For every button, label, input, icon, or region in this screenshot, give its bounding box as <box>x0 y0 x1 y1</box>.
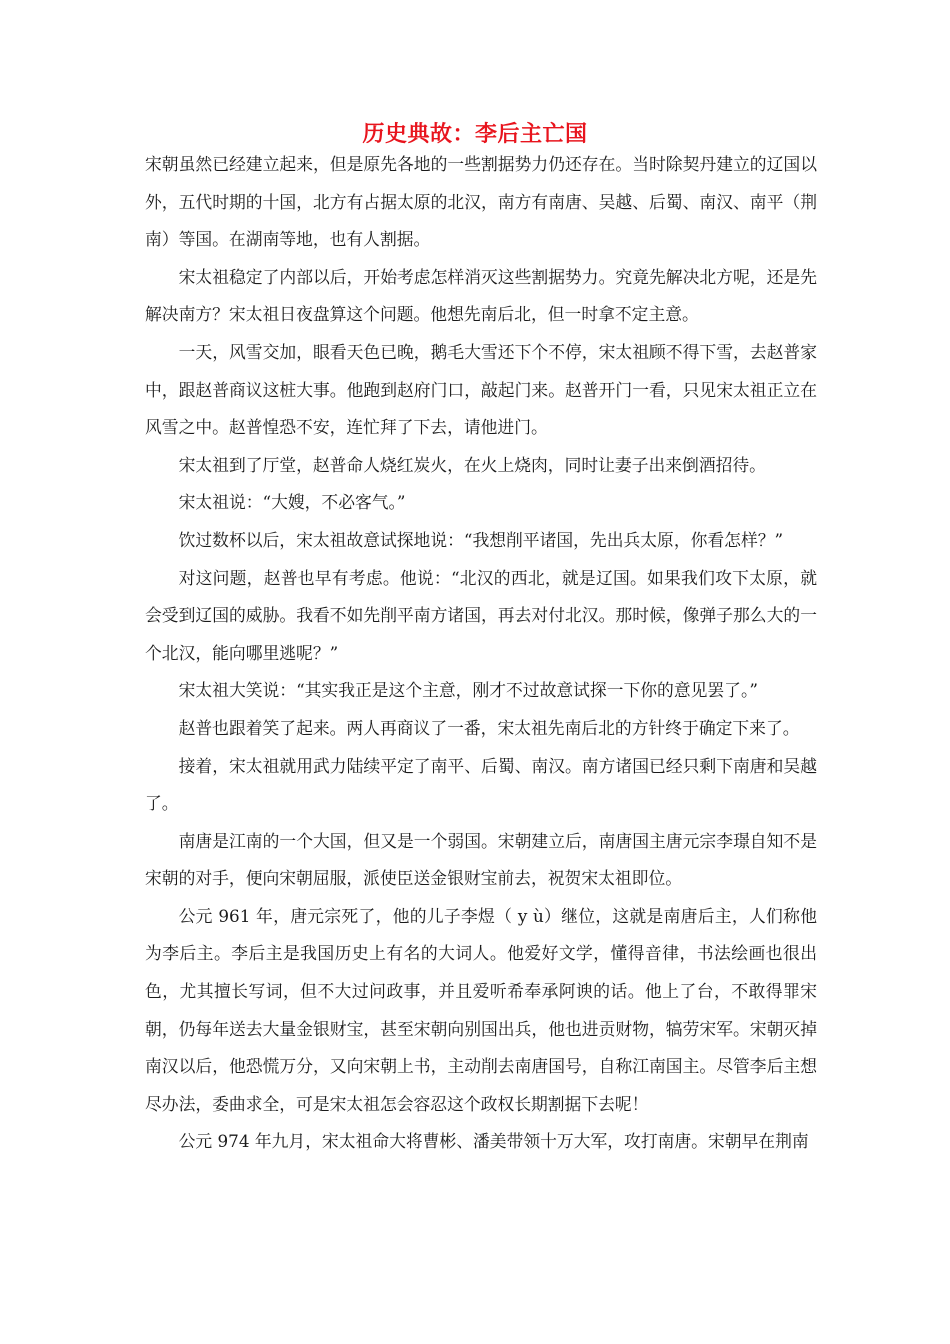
document-body <box>145 146 817 1161</box>
paragraph: 赵普也跟着笑了起来。两人再商议了一番，宋太祖先南后北的方针终于确定下来了。 <box>178 717 800 738</box>
paragraph: 宋朝虽然已经建立起来，但是原先各地的一些割据势力仍还存在。当时除契丹建立的辽国以外，五代时期的十国，北方有占据太原的北汉，南方有南唐、吴越、后蜀、南汉、南平（荆南）等国。在湖南等地，也有人割据。 <box>145 154 817 250</box>
paragraph: 宋太祖稳定了内部以后，开始考虑怎样消灭这些割据势力。究竟先解决北方呢，还是先解决南方？宋太祖日夜盘算这个问题。他想先南后北，但一时拿不定主意。 <box>145 266 817 325</box>
paragraph: 南唐是江南的一个大国，但又是一个弱国。宋朝建立后，南唐国主唐元宗李璟自知不是宋朝的对手，便向宋朝屈服，派使臣送金银财宝前去，祝贺宋太祖即位。 <box>145 830 817 889</box>
paragraph: 对这问题，赵普也早有考虑。他说：“北汉的西北，就是辽国。如果我们攻下太原，就会受到辽国的威胁。我看不如先削平南方诸国，再去对付北汉。那时候，像弹子那么大的一个北汉，能向哪里逃呢？” <box>145 567 817 663</box>
document-title: 历史典故：李后主亡国 <box>362 122 588 147</box>
paragraph: 宋太祖大笑说：“其实我正是这个主意，刚才不过故意试探一下你的意见罢了。” <box>178 680 758 701</box>
paragraph: 接着，宋太祖就用武力陆续平定了南平、后蜀、南汉。南方诸国已经只剩下南唐和吴越了。 <box>145 755 817 814</box>
paragraph: 宋太祖到了厅堂，赵普命人烧红炭火，在火上烧肉，同时让妻子出来倒酒招待。 <box>178 454 766 475</box>
paragraph: 公元 974 年九月，宋太祖命大将曹彬、潘美带领十万大军，攻打南唐。宋朝早在荆南 <box>178 1131 809 1152</box>
paragraph: 饮过数杯以后，宋太祖故意试探地说：“我想削平诸国，先出兵太原，你看怎样？” <box>178 529 784 550</box>
paragraph: 一天，风雪交加，眼看天色已晚，鹅毛大雪还下个不停，宋太祖顾不得下雪，去赵普家中，跟赵普商议这桩大事。他跑到赵府门口，敲起门来。赵普开门一看，只见宋太祖正立在风雪之中。赵普惶恐不安，连忙拜了下去，请他进门。 <box>145 341 817 438</box>
paragraph: 宋太祖说：“大嫂，不必客气。” <box>178 492 406 513</box>
paragraph: 公元 961 年，唐元宗死了，他的儿子李煜（ y ù）继位，这就是南唐后主，人们称他为李后主。李后主是我国历史上有名的大词人。他爱好文学，懂得音律，书法绘画也很出色，尤其擅长写词，但不大过问政事，并且爱听希奉承阿谀的话。他上了台，不敢得罪宋朝，仍每年送去大量金银财宝，甚至宋朝向别国出兵，他也进贡财物，犒劳宋军。宋朝灭掉南汉以后，他恐慌万分，又向宋朝上书，主动削去南唐国号，自称江南国主。尽管李后主想尽办法，委曲求全，可是宋太祖怎会容忍这个政权长期割据下去呢！ <box>145 905 817 1114</box>
